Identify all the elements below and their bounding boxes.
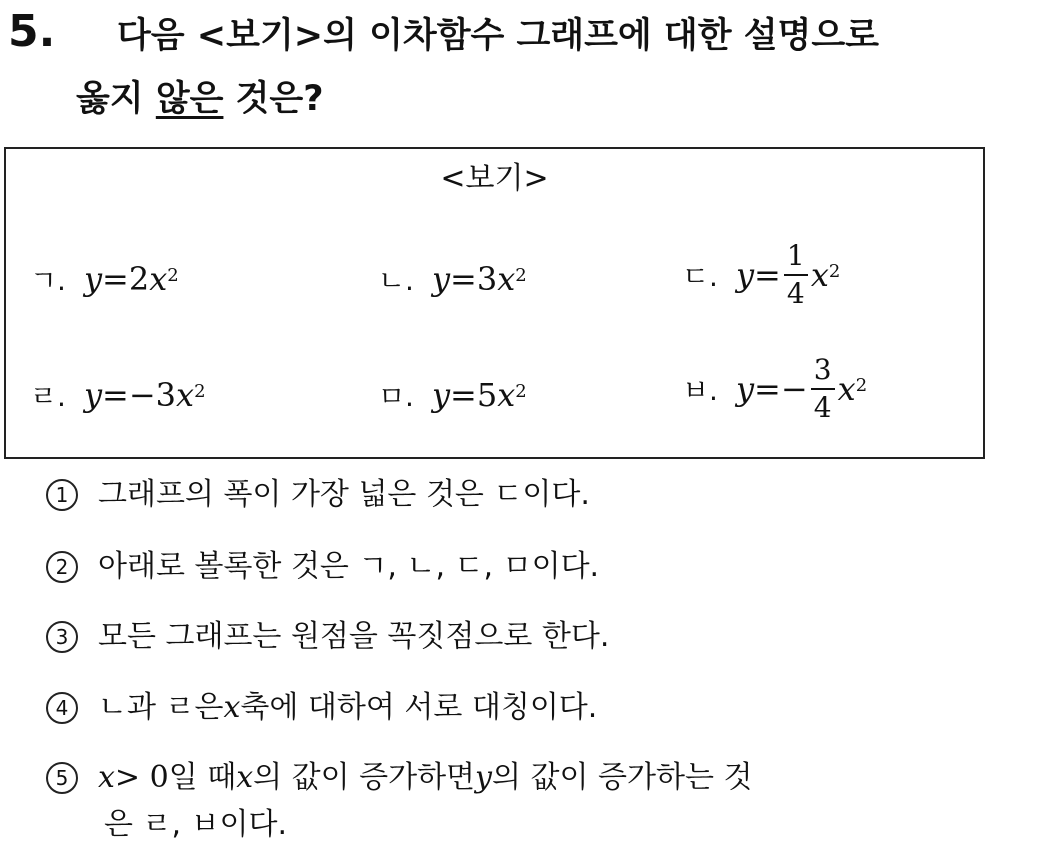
frac-denominator: 4 [813,391,832,424]
equation [84,376,206,414]
eq-lhs: y [83,376,103,414]
equation [432,260,527,298]
eq-lhs: y [431,376,451,414]
eq-exp: 2 [194,380,206,402]
choice-text-mid: 의 값이 증가하는 것 [492,760,753,795]
choice-text-mid: 일 때 [168,760,237,795]
choice-text-pre: ㄴ과 ㄹ은 [98,690,224,725]
eq-lhs: y [735,370,755,408]
eq-sign: = [754,256,781,294]
bogi-title: <보기> [440,161,549,196]
choice-1[interactable] [46,475,590,515]
choice-number-circle: 1 [46,479,78,511]
choice-2[interactable] [46,547,599,587]
choice-text: 모든 그래프는 원점을 꼭짓점으로 한다. [98,619,610,654]
eq-exp: 2 [167,264,179,286]
frac-numerator: 3 [813,353,832,386]
eq-coef: 3 [155,376,177,414]
choice-number-circle: 3 [46,621,78,653]
eq-var: x [810,256,829,294]
eq-var: x [497,260,516,298]
choice-5-continuation: 은 ㄹ, ㅂ이다. [104,807,288,842]
choice-number-circle: 5 [46,762,78,794]
question-text-post: 것은? [223,79,324,119]
eq-coef: 3 [476,260,498,298]
bogi-item-label: ㄷ. [682,260,718,293]
choice-text-post: 축에 대하여 서로 대칭이다. [240,690,598,725]
choice-number-circle: 2 [46,551,78,583]
choice-math-var: x [98,760,115,795]
bogi-item-label: ㄱ. [30,264,66,297]
eq-fraction [784,241,808,309]
eq-exp: 2 [855,374,868,396]
eq-sign: =− [754,370,808,408]
eq-lhs: y [83,260,103,298]
eq-sign: = [450,376,477,414]
eq-lhs: y [735,256,755,294]
bogi-box [4,147,985,459]
eq-exp: 2 [515,380,527,402]
question-text-line2 [76,77,324,121]
bogi-item-label: ㄹ. [30,380,66,413]
bogi-item-giyeok [30,259,179,299]
frac-numerator: 1 [786,239,805,272]
choice-number-circle: 4 [46,692,78,724]
choice-math-var: y [475,760,492,795]
eq-sign: = [450,260,477,298]
eq-var: x [149,260,168,298]
choice-math-cond: > 0 [114,760,169,795]
question-emphasis: 않은 [155,79,224,119]
choice-5[interactable] [46,758,752,798]
question-text-pre: 옳지 [76,79,156,119]
eq-coef: 5 [476,376,498,414]
equation [736,355,867,423]
bogi-item-nieun [378,259,527,299]
eq-sign: =− [102,376,156,414]
eq-var: x [176,376,195,414]
frac-denominator: 4 [786,277,805,310]
eq-exp: 2 [828,260,841,282]
eq-coef: 2 [128,260,150,298]
eq-var: x [497,376,516,414]
question-text-line1: 다음 <보기>의 이차함수 그래프에 대한 설명으로 [117,16,879,56]
eq-exp: 2 [515,264,527,286]
eq-fraction [811,355,835,423]
bogi-item-label: ㅁ. [378,380,414,413]
frac-bar [784,274,808,276]
choice-math-var: x [236,760,254,795]
bogi-item-label: ㄴ. [378,264,414,297]
bogi-item-label: ㅂ. [682,374,718,407]
choice-3[interactable] [46,617,609,657]
choice-text: 아래로 볼록한 것은 ㄱ, ㄴ, ㄷ, ㅁ이다. [98,549,600,584]
frac-bar [811,388,835,390]
bogi-item-rieul [30,375,206,415]
eq-lhs: y [431,260,451,298]
choice-4[interactable] [46,688,597,728]
bogi-item-bieup [682,355,867,423]
equation [432,376,527,414]
choice-text: 그래프의 폭이 가장 넓은 것은 ㄷ이다. [98,477,590,512]
choice-text-mid: 의 값이 증가하면 [253,760,476,795]
question-number: 5. [8,6,56,57]
bogi-item-digeut [682,241,840,309]
equation [84,260,179,298]
eq-var: x [837,370,856,408]
eq-sign: = [102,260,129,298]
bogi-item-mieum [378,375,527,415]
equation [736,241,840,309]
choice-math-var: x [223,690,241,725]
